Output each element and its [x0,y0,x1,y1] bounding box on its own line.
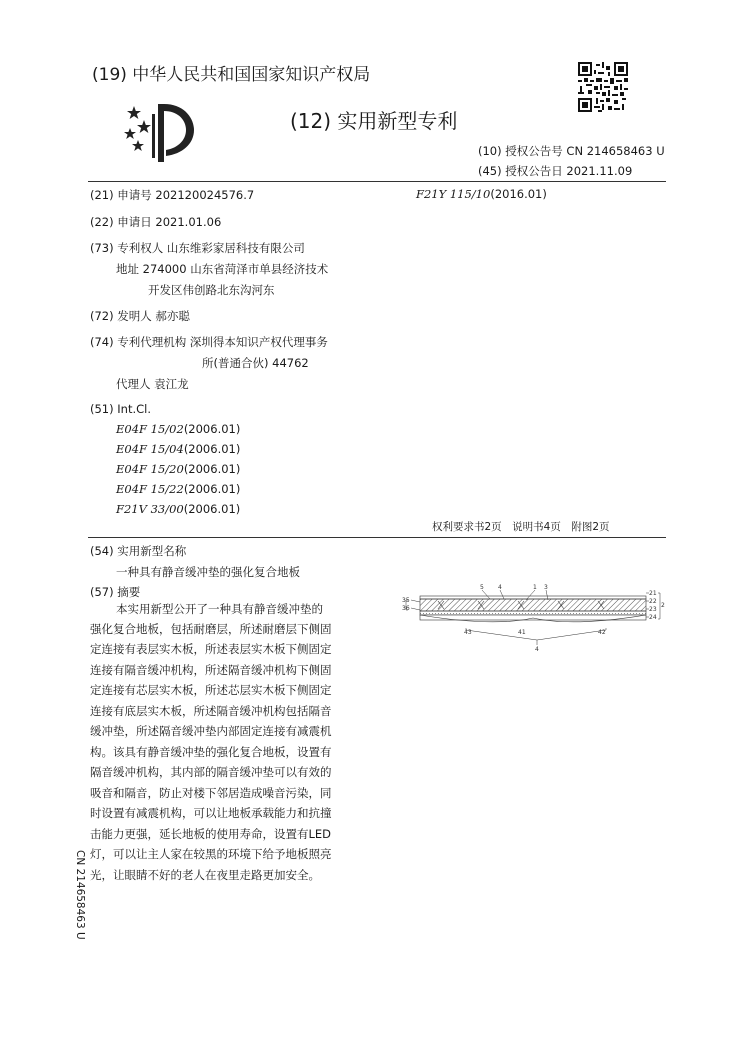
cnipa-logo [122,100,197,170]
flooring-cross-section-figure [398,582,668,654]
abstract-line: 击能力更强，延长地板的使用寿命，设置有LED [90,827,332,841]
abstract-line: 连接有底层实木板，所述隔音缓冲机构包括隔音 [90,704,332,718]
figure-label: 43 [464,629,472,636]
figure-label: 42 [598,629,606,636]
star-icon [132,140,144,151]
section-divider [88,537,666,538]
abstract-line: 吸音和隔音，防止对楼下邻居造成噪音污染，同 [90,786,332,800]
authority-name: (19) 中华人民共和国国家知识产权局 [92,65,371,85]
figure-label: 1 [533,584,537,591]
figure-label: 4 [535,646,539,653]
document-type: (12) 实用新型专利 [290,109,458,133]
intcl-entry: E04F 15/02(2006.01) [116,422,241,436]
figure-label: 3 [544,584,548,591]
figure-label: 22 [649,598,657,605]
ipc-main-year: (2016.01) [490,187,547,201]
star-icon [127,106,141,119]
qr-code [578,62,628,112]
header-divider [88,181,666,182]
agency-line-2: 所(普通合伙) 44762 [202,356,309,370]
publication-number: (10) 授权公告号 CN 214658463 U [478,144,665,158]
abstract-line: 构。该具有静音缓冲垫的强化复合地板，设置有 [90,745,332,759]
agent: 代理人 袁江龙 [116,377,189,391]
abstract-line: 定连接有表层实木板，所述表层实木板下侧固定 [90,642,332,656]
patentee: (73) 专利权人 山东维彩家居科技有限公司 [90,241,305,255]
abstract-line: 光，让眼睛不好的老人在夜里走路更加安全。 [90,868,320,882]
intcl-entry: E04F 15/22(2006.01) [116,482,241,496]
intcl-entry: E04F 15/20(2006.01) [116,462,241,476]
star-icon [137,120,151,133]
ipc-main-code: F21Y 115/10 [416,187,491,201]
publication-date: (45) 授权公告日 2021.11.09 [478,164,633,178]
abstract-line: 隔音缓冲机构，其内部的隔音缓冲垫可以有效的 [90,765,332,779]
star-icon [124,128,136,139]
figure-label: 35 [402,597,410,604]
intcl-label: (51) Int.Cl. [90,402,151,416]
figure-label: 36 [402,605,410,612]
abstract-line: 缓冲垫，所述隔音缓冲垫内部固定连接有减震机 [90,724,332,738]
address-line-1: 地址 274000 山东省菏泽市单县经济技术 [116,262,329,276]
utility-model-title-label: (54) 实用新型名称 [90,544,187,558]
abstract-line: 时设置有减震机构，可以让地板承载能力和抗撞 [90,806,332,820]
abstract-line: 连接有隔音缓冲机构，所述隔音缓冲机构下侧固 [90,663,332,677]
intcl-entry: F21V 33/00(2006.01) [116,502,241,516]
abstract-label: (57) 摘要 [90,585,141,599]
intcl-entry: E04F 15/04(2006.01) [116,442,241,456]
abstract-line: 灯，可以让主人家在较黑的环境下给予地板照亮 [90,847,332,861]
figure-label: 5 [480,584,484,591]
figure-label: 24 [649,614,657,621]
abstract-line: 本实用新型公开了一种具有静音缓冲垫的 [116,602,323,616]
application-number: (21) 申请号 202120024576.7 [90,188,255,202]
figure-label: 41 [518,629,526,636]
figure-label: 2 [661,602,665,609]
page-counts: 权利要求书2页 说明书4页 附图2页 [432,521,610,533]
side-publication-number: CN 214658463 U [74,850,86,940]
figure-label: 23 [649,606,657,613]
ipc-main [416,187,547,201]
address-line-2: 开发区伟创路北东沟河东 [148,283,275,297]
abstract-line: 强化复合地板，包括耐磨层，所述耐磨层下侧固 [90,622,332,636]
agency-line-1: (74) 专利代理机构 深圳得本知识产权代理事务 [90,335,328,349]
figure-label: 4 [498,584,502,591]
abstract-line: 定连接有芯层实木板，所述芯层实木板下侧固定 [90,683,332,697]
figure-label: 21 [649,590,657,597]
application-date: (22) 申请日 2021.01.06 [90,215,222,229]
floor-layers [420,596,646,622]
inventor: (72) 发明人 郝亦聪 [90,309,190,323]
utility-model-title: 一种具有静音缓冲垫的强化复合地板 [116,565,300,579]
